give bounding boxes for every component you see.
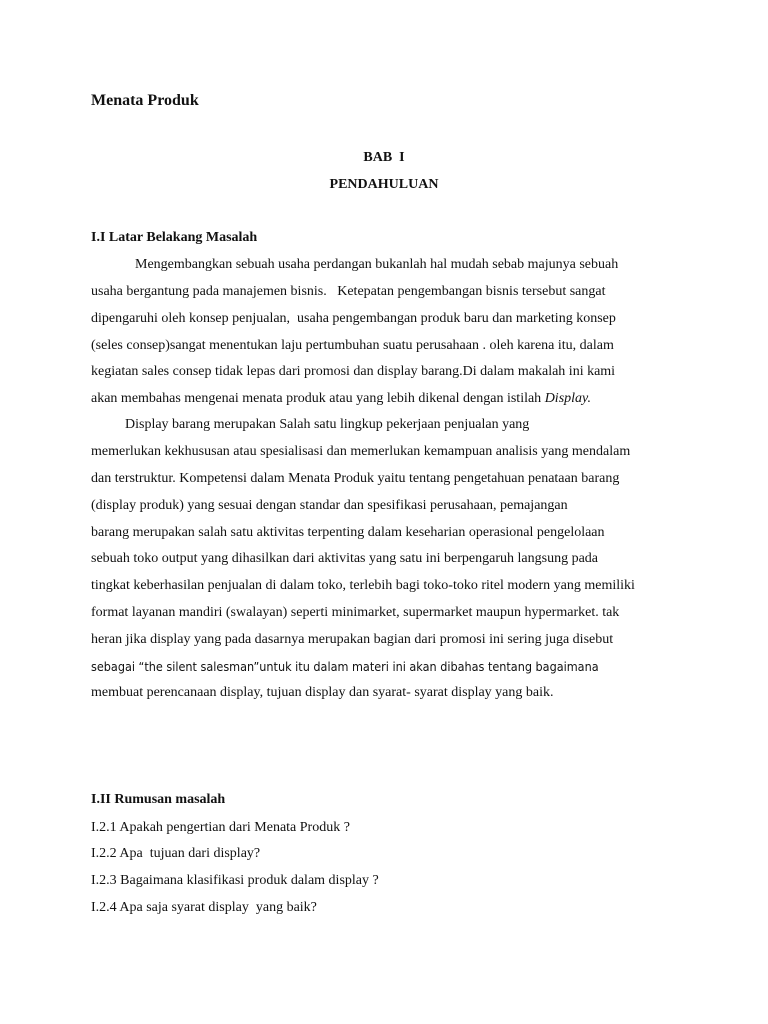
paragraph-line: dan terstruktur. Kompetensi dalam Menata Produk yaitu tentang pengetahuan penataan barang xyxy=(91,471,620,486)
paragraph-line: memerlukan kekhususan atau spesialisasi dan memerlukan kemampuan analisis yang mendalam xyxy=(91,444,631,459)
paragraph-line: Mengembangkan sebuah usaha perdangan bukanlah hal mudah sebab majunya sebuah xyxy=(135,257,619,272)
section-heading-rumusan-masalah: I.II Rumusan masalah xyxy=(91,792,226,807)
paragraph-line: (display produk) yang sesuai dengan standar dan spesifikasi perusahaan, pemajangan xyxy=(91,498,568,513)
paragraph-line: tingkat keberhasilan penjualan di dalam toko, terlebih bagi toko-toko ritel modern yang memiliki xyxy=(91,578,635,593)
problem-list-item: I.2.3 Bagaimana klasifikasi produk dalam display ? xyxy=(91,873,379,888)
paragraph-line: format layanan mandiri (swalayan) seperti minimarket, supermarket maupun hypermarket. tak xyxy=(91,605,620,620)
paragraph-line: sebuah toko output yang dihasilkan dari aktivitas yang satu ini berpengaruh langsung pada xyxy=(91,551,598,566)
document-title: Menata Produk xyxy=(91,92,199,109)
paragraph-line: heran jika display yang pada dasarnya merupakan bagian dari promosi ini sering juga disebut xyxy=(91,632,614,647)
paragraph-line: (seles consep)sangat menentukan laju pertumbuhan suatu perusahaan . oleh karena itu, dalam xyxy=(91,338,614,353)
paragraph-line: usaha bergantung pada manajemen bisnis. Ketepatan pengembangan bisnis tersebut sangat xyxy=(91,284,606,299)
problem-list-item: I.2.4 Apa saja syarat display yang baik? xyxy=(91,900,317,915)
italic-term-display: Display. xyxy=(544,391,591,406)
paragraph-line: dipengaruhi oleh konsep penjualan, usaha pengembangan produk baru dan marketing konsep xyxy=(91,311,616,326)
paragraph-line: Display barang merupakan Salah satu lingkup pekerjaan penjualan yang xyxy=(125,417,530,432)
paragraph-line-with-italic xyxy=(91,390,591,408)
problem-list-item: I.2.2 Apa tujuan dari display? xyxy=(91,846,261,861)
paragraph-line: barang merupakan salah satu aktivitas terpenting dalam keseharian operasional pengelolaan xyxy=(91,525,605,540)
chapter-title: PENDAHULUAN xyxy=(329,177,439,192)
paragraph-line: sebagai “the silent salesman”untuk itu dalam materi ini akan dibahas tentang bagaimana xyxy=(91,659,599,674)
paragraph-line: membuat perencanaan display, tujuan display dan syarat- syarat display yang baik. xyxy=(91,685,554,700)
paragraph-line-text: akan membahas mengenai menata produk atau yang lebih dikenal dengan istilah xyxy=(91,391,545,406)
chapter-number: BAB I xyxy=(363,150,405,165)
paragraph-line: kegiatan sales consep tidak lepas dari promosi dan display barang.Di dalam makalah ini kami xyxy=(91,364,616,379)
problem-list-item: I.2.1 Apakah pengertian dari Menata Produk ? xyxy=(91,820,350,835)
section-heading-latar-belakang: I.I Latar Belakang Masalah xyxy=(91,230,258,245)
